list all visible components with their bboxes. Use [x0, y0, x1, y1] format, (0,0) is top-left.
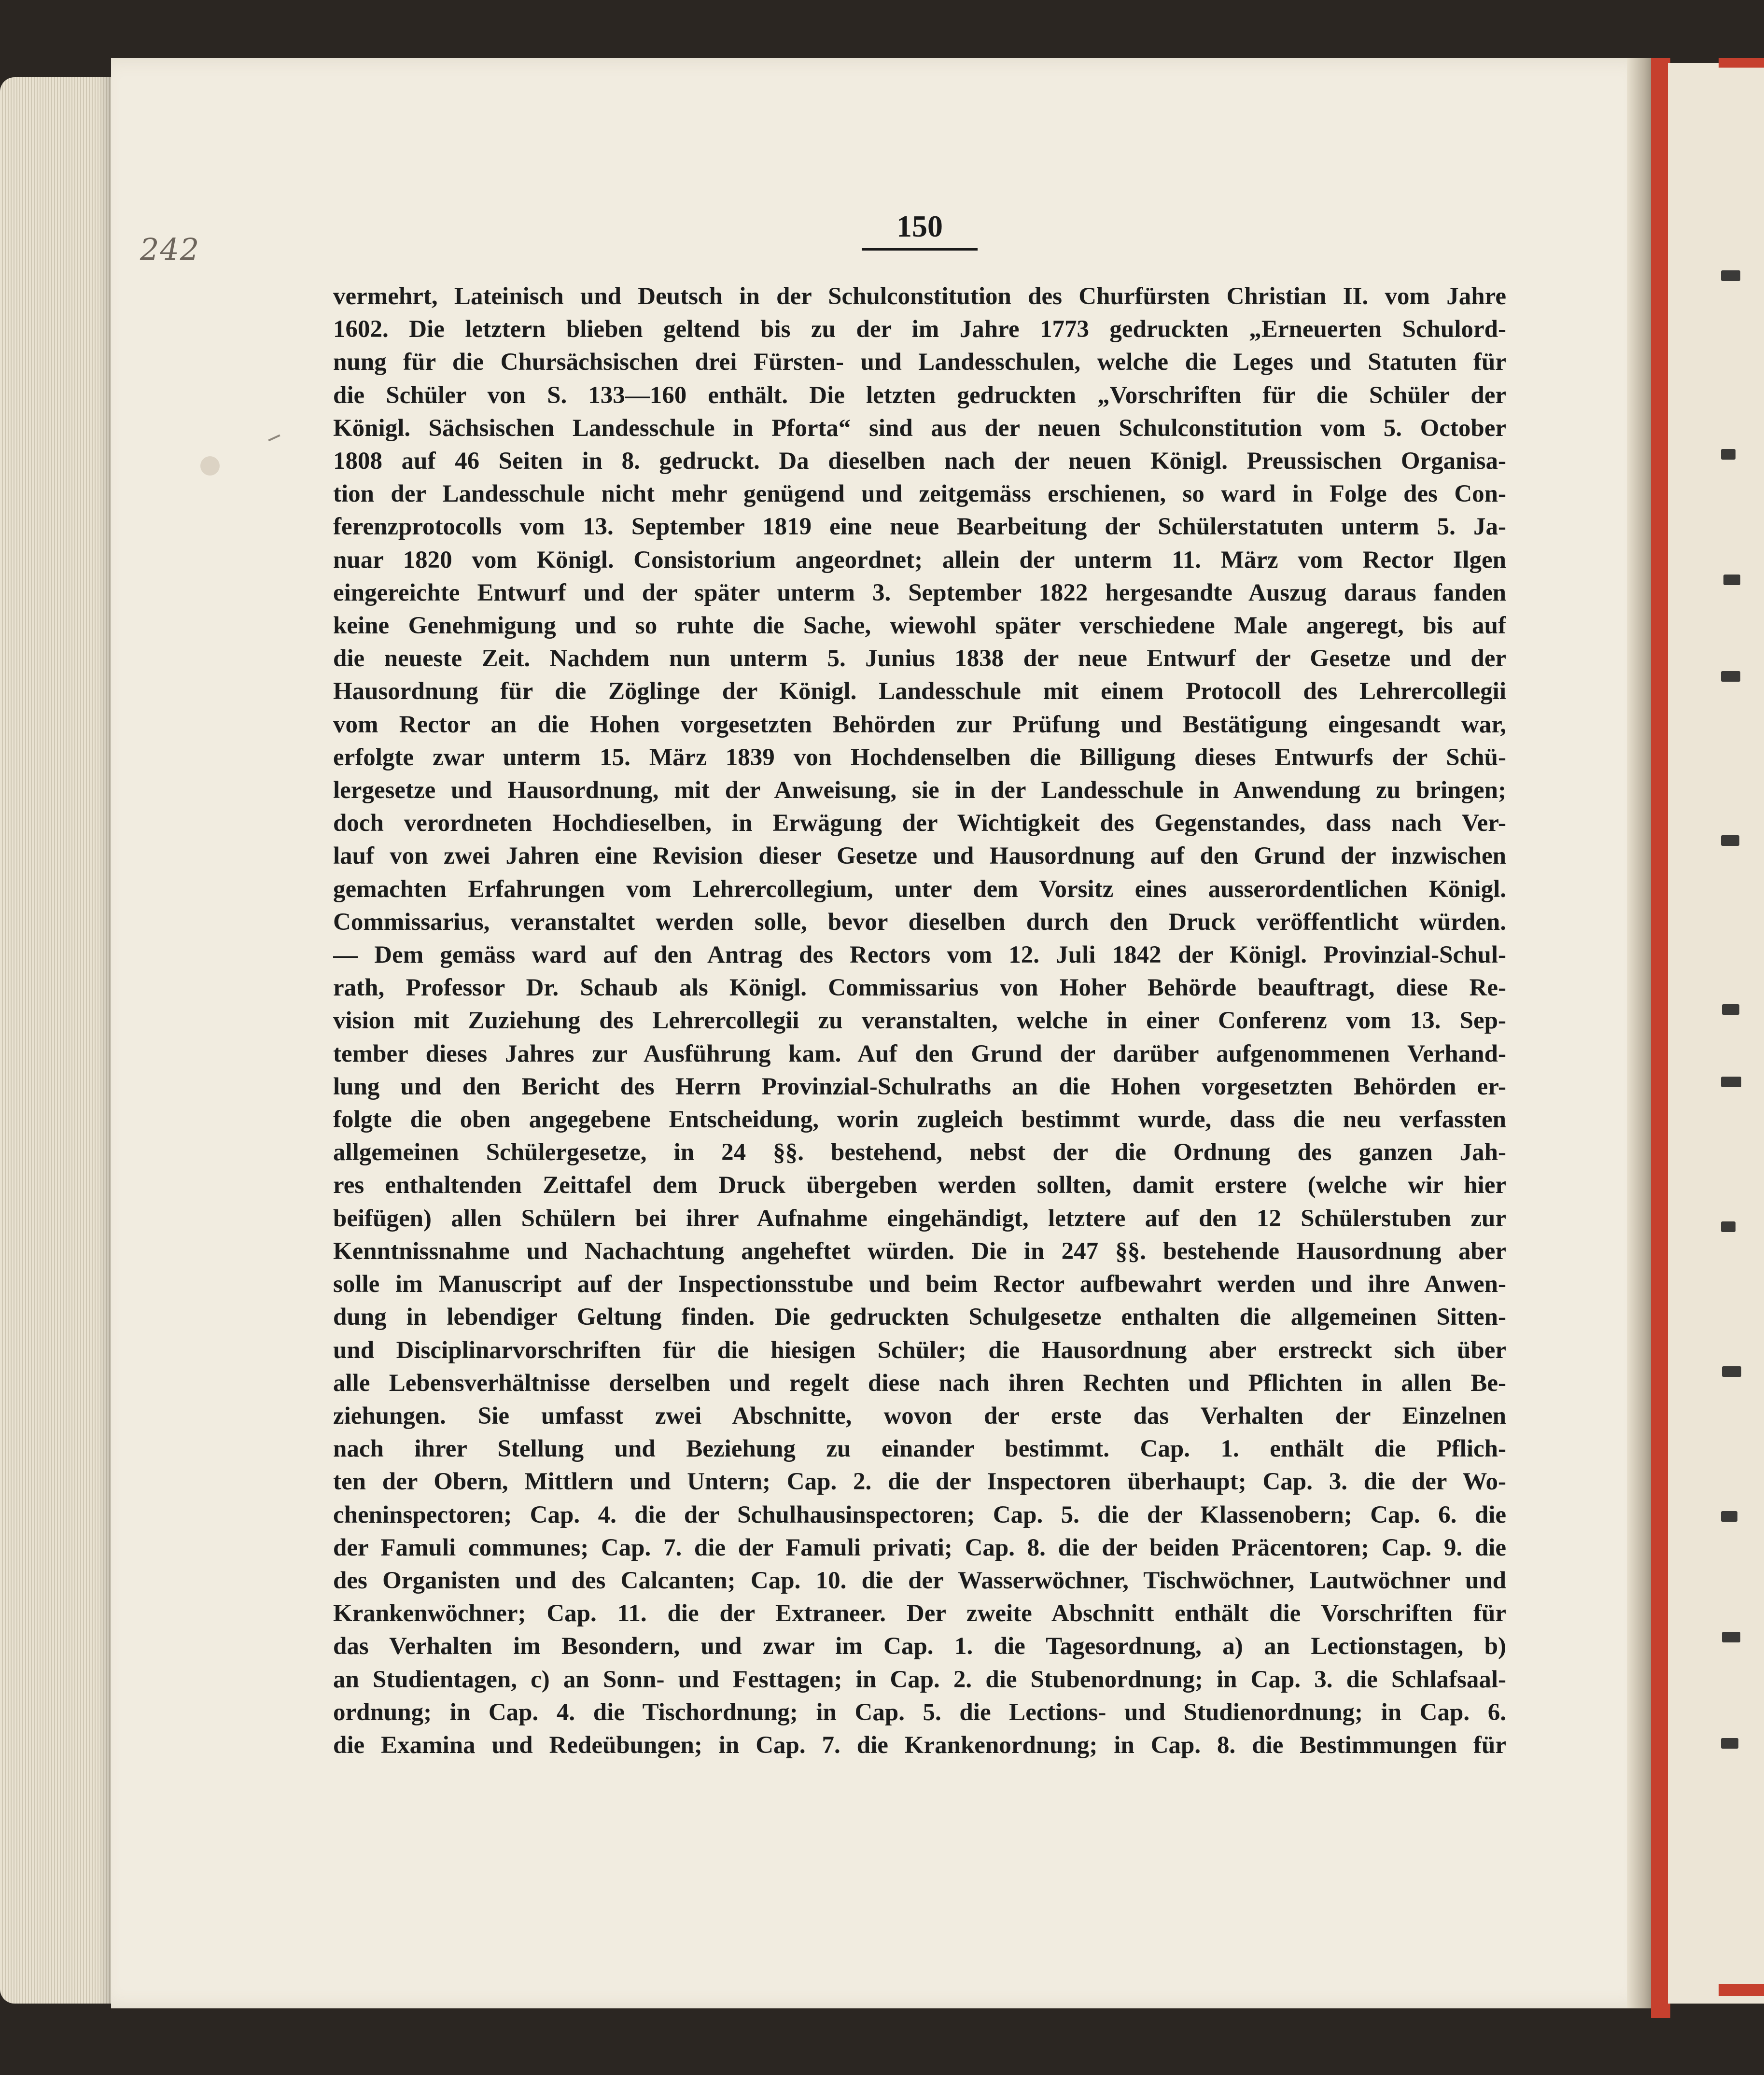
handwritten-margin-number: 242 [140, 232, 200, 267]
text-line: erfolgte zwar unterm 15. März 1839 von Hochdenselben die Billigung dieses Entwurfs der Schü- [333, 743, 1506, 771]
text-line: der Famuli communes; Cap. 7. die der Famuli privati; Cap. 8. die der beiden Präcentoren; Cap. 9. die [333, 1534, 1506, 1561]
bleed-through-mark [1721, 1221, 1736, 1232]
text-line: rath, Professor Dr. Schaub als Königl. Commissarius von Hoher Behörde beauftragt, diese Re- [333, 974, 1506, 1002]
text-line: doch verordneten Hochdieselben, in Erwägung der Wichtigkeit des Gegenstandes, dass nach Ver- [333, 810, 1506, 837]
paper-spot [200, 456, 220, 476]
text-line: — Dem gemäss ward auf den Antrag des Rectors vom 12. Juli 1842 der Königl. Provinzial-Schul- [333, 941, 1506, 969]
text-line: tember dieses Jahres zur Ausführung kam. Auf den Grund der darüber aufgenommenen Verhand- [333, 1040, 1506, 1067]
text-line: cheninspectoren; Cap. 4. die der Schulhausinspectoren; Cap. 5. die der Klassenobern; Cap. 6. die [333, 1501, 1506, 1528]
bleed-through-mark [1721, 1511, 1737, 1522]
bleed-through-mark [1721, 835, 1739, 846]
text-line: Hausordnung für die Zöglinge der Königl. Landesschule mit einem Protocoll des Lehrercollegii [333, 678, 1506, 705]
text-line: 1808 auf 46 Seiten in 8. gedruckt. Da dieselben nach der neuen Königl. Preussischen Organisa- [333, 448, 1506, 475]
page-number-rule [862, 248, 978, 251]
text-line: ferenzprotocolls vom 13. September 1819 eine neue Bearbeitung der Schülerstatuten unterm 5. Ja- [333, 513, 1506, 541]
text-line: folgte die oben angegebene Entscheidung, worin zugleich bestimmt wurde, dass die neu verfassten [333, 1106, 1506, 1134]
page-number: 150 [896, 209, 943, 243]
text-line: lauf von zwei Jahren eine Revision dieser Gesetze und Hausordnung auf den Grund der inzwischen [333, 842, 1506, 870]
text-line: 1602. Die letztern blieben geltend bis zu der im Jahre 1773 gedruckten „Erneuerten Schulord- [333, 316, 1506, 343]
facing-page-edge [1668, 63, 1764, 2004]
bleed-through-mark [1721, 270, 1740, 281]
text-line: gemachten Erfahrungen vom Lehrercollegium, unter dem Vorsitz eines ausserordentlichen Königl. [333, 875, 1506, 903]
text-line: beifügen) allen Schülern bei ihrer Aufnahme eingehändigt, letztere auf den 12 Schülerstuben zur [333, 1205, 1506, 1232]
text-line: allgemeinen Schülergesetze, in 24 §§. bestehend, nebst der die Ordnung des ganzen Jah- [333, 1139, 1506, 1166]
text-line: nung für die Chursächsischen drei Fürsten- und Landesschulen, welche die Leges und Statuten für [333, 349, 1506, 376]
text-line: Commissarius, veranstaltet werden solle, bevor dieselben durch den Druck veröffentlicht würden. [333, 908, 1506, 936]
text-line: keine Genehmigung und so ruhte die Sache, wiewohl später verschiedene Male angeregt, bis auf [333, 612, 1506, 640]
text-line: alle Lebensverhältnisse derselben und regelt diese nach ihren Rechten und Pflichten in allen Be- [333, 1369, 1506, 1397]
bleed-through-mark [1721, 1077, 1741, 1087]
text-line: Krankenwöchner; Cap. 11. die der Extraneer. Der zweite Abschnitt enthält die Vorschriften für [333, 1600, 1506, 1627]
text-line: des Organisten und des Calcanten; Cap. 10. die der Wasserwöchner, Tischwöchner, Lautwöchner und [333, 1567, 1506, 1594]
text-line: solle im Manuscript auf der Inspectionsstube und beim Rector aufbewahrt werden und ihre Anwen- [333, 1271, 1506, 1298]
text-line: Königl. Sächsischen Landesschule in Pforta“ sind aus der neuen Schulconstitution vom 5. October [333, 414, 1506, 442]
red-cover-corner-bottom [1719, 1984, 1764, 1996]
bleed-through-mark [1722, 1004, 1739, 1015]
bleed-through-mark [1721, 449, 1736, 460]
text-line: ordnung; in Cap. 4. die Tischordnung; in Cap. 5. die Lections- und Studienordnung; in Cap. 6. [333, 1698, 1506, 1726]
text-line: Kenntnissnahme und Nachachtung angeheftet würden. Die in 247 §§. bestehende Hausordnung aber [333, 1237, 1506, 1265]
bleed-through-mark [1721, 671, 1740, 682]
red-cover-corner-top [1719, 58, 1764, 68]
text-line: res enthaltenden Zeittafel dem Druck übergeben werden sollten, damit erstere (welche wir hier [333, 1172, 1506, 1199]
red-cover-edge [1651, 58, 1670, 2018]
text-line: die Schüler von S. 133—160 enthält. Die letzten gedruckten „Vorschriften für die Schüler der [333, 381, 1506, 409]
text-line: an Studientagen, c) an Sonn- und Festtagen; in Cap. 2. die Stubenordnung; in Cap. 3. die Schlafsaal- [333, 1666, 1506, 1693]
text-line: lergesetze und Hausordnung, mit der Anweisung, sie in der Landesschule in Anwendung zu bringen; [333, 777, 1506, 804]
bleed-through-mark [1723, 575, 1740, 585]
text-line: vermehrt, Lateinisch und Deutsch in der Schulconstitution des Churfürsten Christian II. vom Jahre [333, 283, 1506, 310]
text-line: und Disciplinarvorschriften für die hiesigen Schüler; die Hausordnung aber erstreckt sich über [333, 1336, 1506, 1364]
text-line: das Verhalten im Besondern, und zwar im Cap. 1. die Tagesordnung, a) an Lectionstagen, b) [333, 1633, 1506, 1660]
text-line: ziehungen. Sie umfasst zwei Abschnitte, wovon der erste das Verhalten der Einzelnen [333, 1402, 1506, 1430]
text-line: vom Rector an die Hohen vorgesetzten Behörden zur Prüfung und Bestätigung eingesandt war, [333, 711, 1506, 738]
text-line: ten der Obern, Mittlern und Untern; Cap. 2. die der Inspectoren überhaupt; Cap. 3. die der Wo- [333, 1468, 1506, 1496]
text-line: nach ihrer Stellung und Beziehung zu einander bestimmt. Cap. 1. enthält die Pflich- [333, 1435, 1506, 1463]
text-line: lung und den Bericht des Herrn Provinzial-Schulraths an die Hohen vorgesetzten Behörden er- [333, 1073, 1506, 1100]
text-line: eingereichte Entwurf und der später unterm 3. September 1822 hergesandte Auszug daraus fanden [333, 579, 1506, 606]
text-line: nuar 1820 vom Königl. Consistorium angeordnet; allein der unterm 11. März vom Rector Ilgen [333, 546, 1506, 574]
bleed-through-mark [1721, 1738, 1738, 1749]
bleed-through-mark [1722, 1366, 1741, 1377]
bleed-through-mark [1722, 1632, 1740, 1642]
text-line: die neueste Zeit. Nachdem nun unterm 5. Junius 1838 der neue Entwurf der Gesetze und der [333, 645, 1506, 673]
text-line: vision mit Zuziehung des Lehrercollegii zu veranstalten, welche in einer Conferenz vom 13. Sep- [333, 1007, 1506, 1035]
text-line: dung in lebendiger Geltung finden. Die gedruckten Schulgesetze enthalten die allgemeinen Sitten- [333, 1304, 1506, 1331]
body-text [333, 280, 1506, 1762]
text-line: tion der Landesschule nicht mehr genügend und zeitgemäss erschienen, so ward in Folge des Con- [333, 480, 1506, 508]
text-line: die Examina und Redeübungen; in Cap. 7. die Krankenordnung; in Cap. 8. die Bestimmungen für [333, 1731, 1506, 1759]
